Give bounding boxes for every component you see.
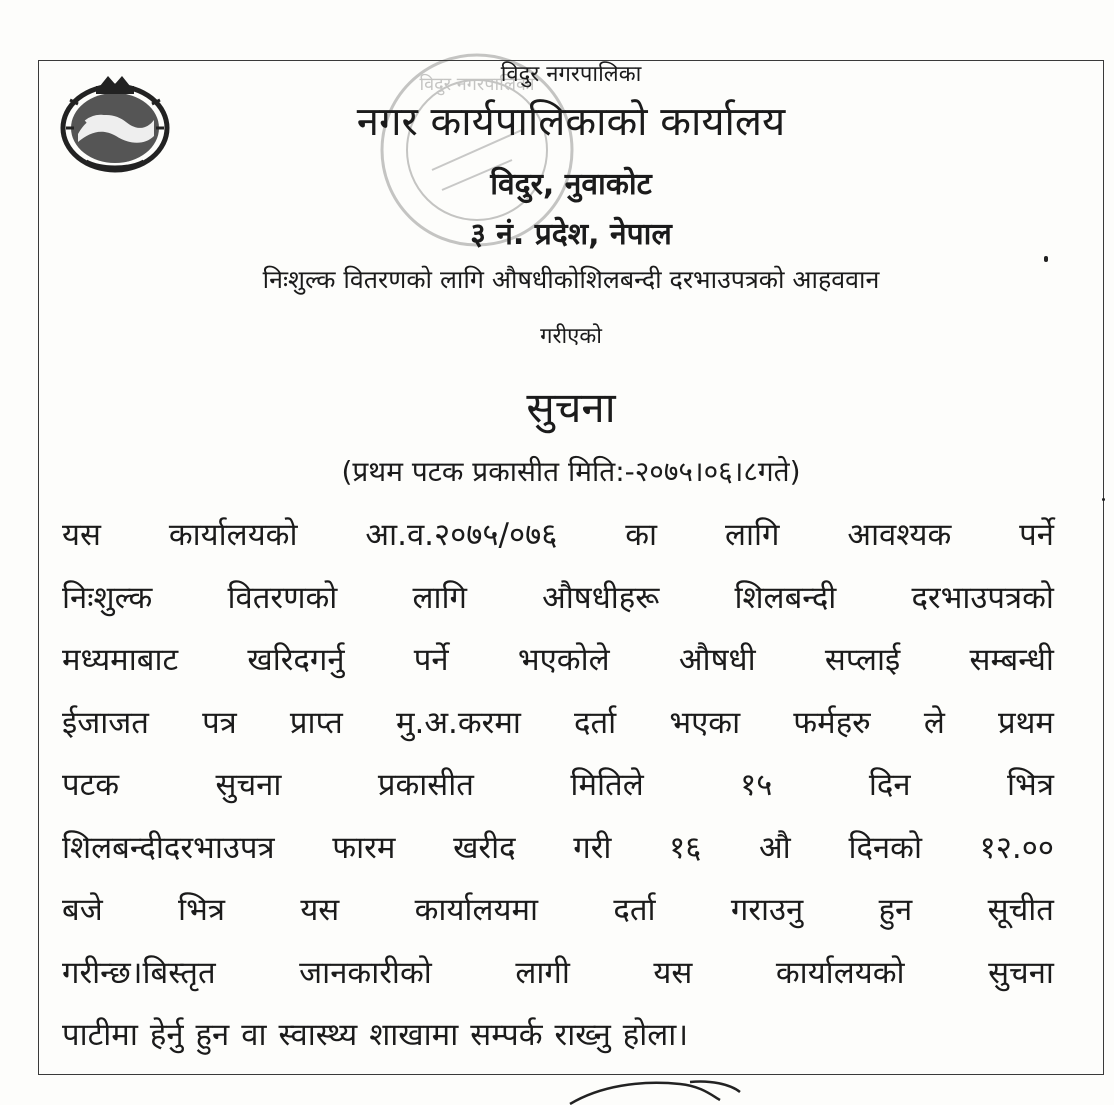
body-word: १६ [669,829,702,866]
body-word: हेर्नु [149,1017,184,1053]
body-word: ले [923,704,945,741]
body-word: सप्लाई [824,642,901,678]
body-word: दरभाउपत्रको [911,579,1054,616]
body-line [62,629,1054,692]
body-word: प्रकासीत [377,767,474,803]
body-word: पर्ने [413,642,449,678]
body-word: शिलबन्दीदरभाउपत्र [62,829,275,866]
body-word: कार्यालयमा [414,892,539,928]
body-word: १२.०० [979,829,1054,866]
body-word: फर्महरु [793,704,871,741]
body-word: वा [241,1017,267,1053]
body-word: दिनको [848,829,922,866]
body-word: सम्पर्क [470,1017,543,1053]
body-word: भएका [669,704,741,741]
office-title: नगर कार्यपालिकाको कार्यालय [356,99,786,145]
body-word: पर्ने [1019,517,1054,553]
body-word: शाखामा [369,1017,459,1053]
body-word: १५ [740,767,773,803]
body-line [62,1004,1054,1067]
speck [1044,256,1048,262]
signature-mark [560,1078,760,1105]
speck [1102,498,1105,501]
stamp-text: विदुर नगरपालिका [419,74,535,95]
municipality-name: विदुर नगरपालिका [500,62,642,87]
body-word: पटक [62,767,120,803]
body-word: खरिदगर्नु [247,642,345,678]
body-word: भएकोले [517,642,610,678]
body-line [62,817,1054,880]
body-word: भित्र [1007,767,1054,803]
body-word: प्रथम [997,704,1054,741]
body-word: फारम [332,829,396,866]
body-word: मु.अ.करमा [395,704,521,741]
body-word: पाटीमा [62,1017,138,1053]
body-word: प्राप्त [289,704,343,741]
body-word: दर्ता [613,892,656,928]
body-word: यस [300,892,340,928]
body-word: हुन [878,892,913,928]
body-word: ईजाजत [62,704,149,741]
body-line [62,879,1054,942]
body-word: राख्नु [554,1017,611,1053]
body-line [62,692,1054,755]
body-word: मितिले [570,767,644,803]
body-word: सूचीत [987,892,1054,928]
body-word: गरी [573,829,612,866]
subject-line-2: गरीएको [540,324,602,349]
body-word: लागि [412,579,467,616]
body-word: औषधीहरू [542,579,660,616]
body-word: का [625,517,658,553]
body-word: खरीद [453,829,516,866]
body-word: निःशुल्क [62,579,153,616]
province-line: ३ नं. प्रदेश, नेपाल [470,217,672,252]
notice-title: सुचना [526,383,616,432]
body-word: भित्र [178,892,225,928]
body-line [62,504,1054,567]
body-word: होला। [622,1017,689,1053]
body-word: आवश्यक [847,517,952,553]
body-word: लागी [515,954,570,991]
subject-line-1: निःशुल्क वितरणको लागि औषधीकोशिलबन्दी दरभाउपत्रको आहववान [262,265,880,294]
body-word: यस [62,517,101,553]
body-word: हुन [195,1017,230,1053]
body-word: दर्ता [574,704,617,741]
office-location: विदुर, नुवाकोट [490,167,652,202]
body-line [62,567,1054,630]
body-word: गराउनु [730,892,804,928]
body-word: बजे [62,892,103,928]
body-word: कार्यालयको [775,954,905,991]
body-word: मध्यमाबाट [62,642,179,678]
body-word: जानकारीको [299,954,432,991]
body-word: औ [759,829,791,866]
body-line [62,942,1054,1005]
body-word: सुचना [988,954,1054,991]
body-word: पत्र [202,704,237,741]
publication-date: (प्रथम पटक प्रकासीत मिति:-२०७५।०६।८गते) [341,455,801,488]
body-word: लागि [724,517,780,553]
body-word: आ.व.२०७५/०७६ [365,517,558,553]
body-word: गरीन्छ।बिस्तृत [62,954,216,991]
body-word: कार्यालयको [168,517,298,553]
body-word: शिलबन्दी [734,579,837,616]
notice-body [62,504,1054,1067]
body-word: स्वास्थ्य [278,1017,358,1053]
body-word: दिन [868,767,911,803]
body-word: यस [653,954,693,991]
body-word: वितरणको [227,579,338,616]
body-word: सुचना [215,767,282,803]
body-line [62,754,1054,817]
body-word: औषधी [678,642,756,678]
body-word: सम्बन्धी [969,642,1054,678]
